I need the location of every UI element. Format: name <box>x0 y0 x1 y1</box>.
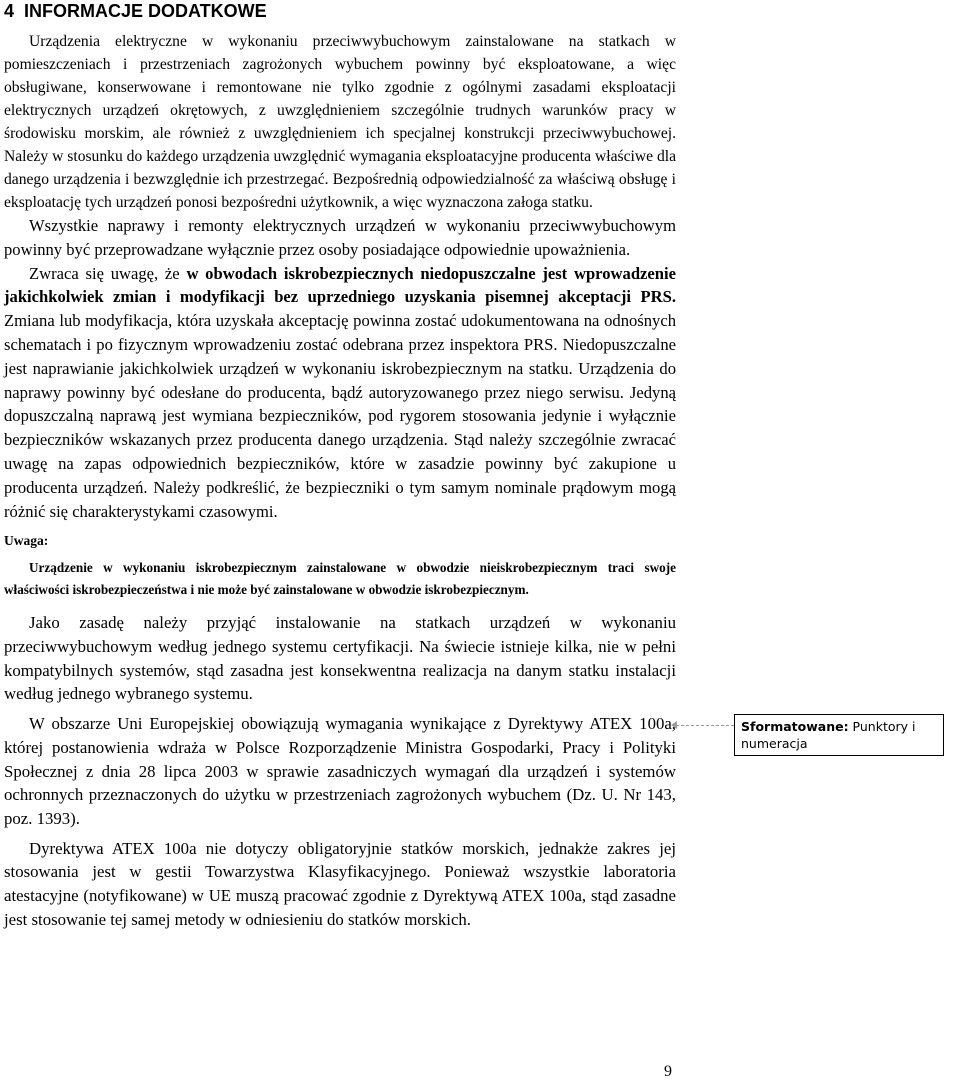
section-title: INFORMACJE DODATKOWE <box>24 1 267 21</box>
note-label: Uwaga: <box>4 533 49 549</box>
paragraph-3-lead: Zwraca się uwagę, że <box>29 263 187 283</box>
paragraph-3-bold: w obwodach iskrobezpiecznych niedopuszczalne jest wprowadzenie jakichkolwiek zmian i modyfikacji bez uprzedniego uzyskania pisemnej akceptacji PRS. <box>4 263 676 307</box>
paragraph-3 <box>4 262 676 524</box>
paragraph-2: Wszystkie naprawy i remonty elektrycznych urządzeń w wykonaniu przeciwwybuchowym powinny być przeprowadzane wyłącznie przez osoby posiadające odpowiednie upoważnienia. <box>4 216 676 259</box>
note-body: Urządzenie w wykonaniu iskrobezpiecznym zainstalowane w obwodzie nieiskrobezpiecznym traci swoje właściwości iskrobezpieczeństwa i nie może być zainstalowane w obwodzie iskrobezpiecznym. <box>4 560 676 598</box>
format-comment-balloon[interactable] <box>734 714 944 756</box>
paragraph-1: Urządzenia elektryczne w wykonaniu przeciwwybuchowym zainstalowane na statkach w pomieszczeniach i przestrzeniach zagrożonych wybuchem powinny być eksploatowane, a więc obsługiwane, konserwowane i remontowane nie tylko zgodnie z ogólnymi zasadami eksploatacji elektrycznych urządzeń okrętowych, z uwzględnieniem szczególnie trudnych warunków pracy w środowisku morskim, ale również z uwzględnieniem ich specjalnej konstrukcji przeciwwybuchowej. Należy w stosunku do każdego urządzenia uwzględnić wymagania eksploatacyjne producenta właściwe dla danego urządzenia i bezwzględnie ich przestrzegać. Bezpośrednią odpowiedzialność za właściwą obsługę i eksploatację tych urządzeń ponosi bezpośredni użytkownik, a więc wyznaczona załoga statku. <box>4 33 676 211</box>
comment-connector <box>676 725 734 726</box>
section-heading <box>4 0 267 22</box>
note-text <box>4 557 676 601</box>
page-number: 9 <box>664 1063 672 1080</box>
paragraph-4: Jako zasadę należy przyjąć instalowanie na statkach urządzeń w wykonaniu przeciwwybuchowym według jednego systemu certyfikacji. Na świecie istnieje kilka, nie w pełni kompatybilnych systemów, stąd zasadna jest konsekwentna realizacja na danym statku instalacji według jednego wybranego systemu. <box>4 613 676 704</box>
comment-text: Punktory i numeracja <box>741 719 916 751</box>
comment-label: Sformatowane: <box>741 719 849 734</box>
section-number: 4 <box>4 1 15 21</box>
document-body <box>4 30 676 932</box>
paragraph-6: Dyrektywa ATEX 100a nie dotyczy obligatoryjnie statków morskich, jednakże zakres jej stosowania jest w gestii Towarzystwa Klasyfikacyjnego. Ponieważ wszystkie laboratoria atestacyjne (notyfikowane) w UE muszą pracować zgodnie z Dyrektywą ATEX 100a, stąd zasadne jest stosowanie tej samej metody w odniesieniu do statków morskich. <box>4 838 676 929</box>
paragraph-5: W obszarze Uni Europejskiej obowiązują wymagania wynikające z Dyrektywy ATEX 100a, której postanowienia wdraża w Polsce Rozporządzenie Ministra Gospodarki, Pracy i Polityki Społecznej z dnia 28 lipca 2003 w sprawie zasadniczych wymagań dla urządzeń i systemów ochronnych przeznaczonych do użytku w przestrzeniach zagrożonych wybuchem (Dz. U. Nr 143, poz. 1393). <box>4 714 676 828</box>
paragraph-3-rest: Zmiana lub modyfikacja, która uzyskała akceptację powinna zostać udokumentowana na odnośnych schematach i po fizycznym wprowadzeniu zostać odebrana przez inspektora PRS. Niedopuszczalne jest naprawianie jakichkolwiek urządzeń w wykonaniu iskrobezpiecznym na statku. Urządzenia do naprawy powinny być odesłane do producenta, bądź autoryzowanego przez niego serwisu. Jedyną dopuszczalną naprawą jest wymiana bezpieczników, pod rygorem stosowania jedynie i wyłącznie bezpieczników wskazanych przez producenta danego urządzenia. Stąd należy szczególnie zwracać uwagę na zapas odpowiednich bezpieczników, które w zasadzie powinny być zakupione u producenta urządzeń. Należy podkreślić, że bezpieczniki o tym samym nominale prądowym mogą różnić się charakterystykami czasowymi. <box>4 311 676 521</box>
